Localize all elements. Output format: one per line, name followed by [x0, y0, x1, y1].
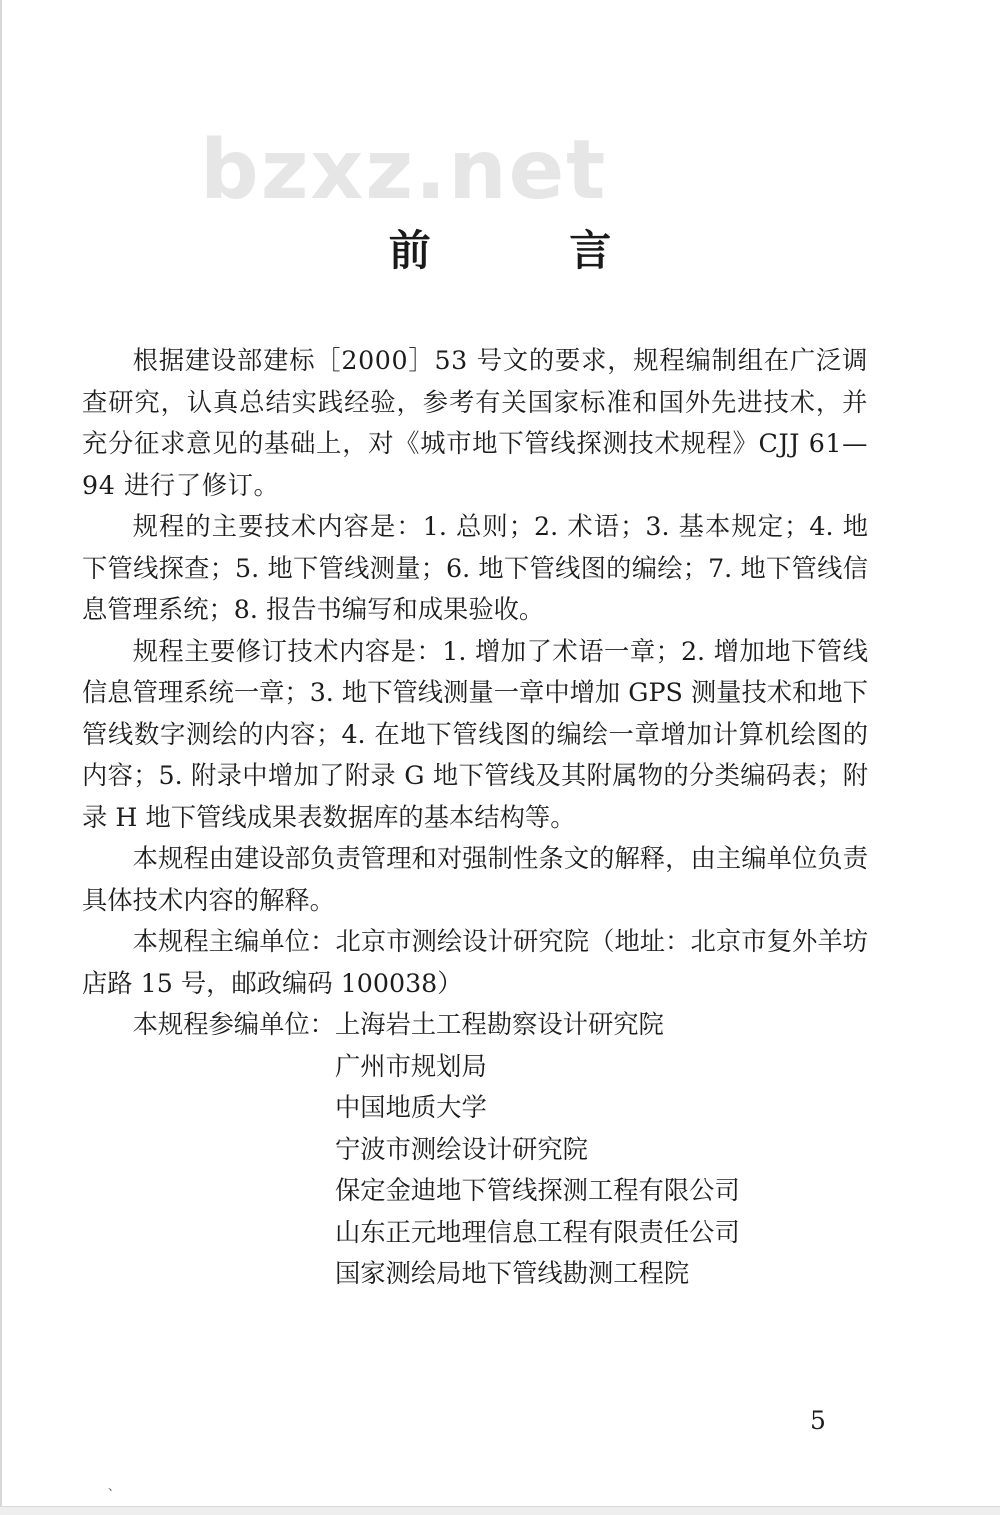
participating-unit: 国家测绘局地下管线勘测工程院 — [334, 1259, 690, 1288]
stray-mark: 、 — [108, 1479, 121, 1493]
paragraph-revision-basis: 根据建设部建标［2000］53 号文的要求，规程编制组在广泛调查研究，认真总结实践经验，参考有关国家标准和国外先进技术，并充分征求意见的基础上，对《城市地下管线探测技术规程》CJJ 61—94 进行了修订。 — [82, 346, 868, 500]
participating-units-list — [335, 1004, 740, 1295]
paragraph-revised-contents: 规程主要修订技术内容是：1. 增加了术语一章；2. 增加地下管线信息管理系统一章；3. 地下管线测量一章中增加 GPS 测量技术和地下管线数字测绘的内容；4. 在地下管线图的编绘一章增加计算机绘图的内容；5. 附录中增加了附录 G 地下管线及其附属物的分类编码表；附录 H 地下管线成果表数据库的基本结构等。 — [82, 636, 868, 832]
paragraph-main-contents: 规程的主要技术内容是：1. 总则；2. 术语；3. 基本规定；4. 地下管线探查；5. 地下管线测量；6. 地下管线图的编绘；7. 地下管线信息管理系统；8. 报告书编写和成果验收。 — [82, 512, 868, 624]
participating-unit: 山东正元地理信息工程有限责任公司 — [334, 1217, 740, 1247]
participating-unit: 上海岩土工程勘察设计研究院 — [334, 1010, 664, 1039]
paragraph-chief-editor-unit: 本规程主编单位：北京市测绘设计研究院（地址：北京市复外羊坊店路 15 号，邮政编码 100038） — [82, 927, 868, 998]
participating-unit: 宁波市测绘设计研究院 — [334, 1134, 588, 1164]
participating-units — [82, 1004, 868, 1295]
participating-unit: 中国地质大学 — [334, 1093, 487, 1122]
participating-unit: 广州市规划局 — [334, 1051, 487, 1081]
page-number: 5 — [810, 1406, 826, 1435]
participating-unit: 保定金迪地下管线探测工程有限公司 — [334, 1176, 740, 1205]
page-title: 前 言 — [388, 226, 674, 275]
paragraph-management: 本规程由建设部负责管理和对强制性条文的解释，由主编单位负责具体技术内容的解释。 — [82, 844, 868, 915]
participating-units-label: 本规程参编单位： — [132, 1010, 335, 1039]
page-left-edge — [0, 0, 2, 1515]
page-bottom-edge — [0, 1506, 1000, 1515]
watermark: bzxz.net — [200, 123, 608, 218]
preface-body — [82, 340, 868, 1295]
